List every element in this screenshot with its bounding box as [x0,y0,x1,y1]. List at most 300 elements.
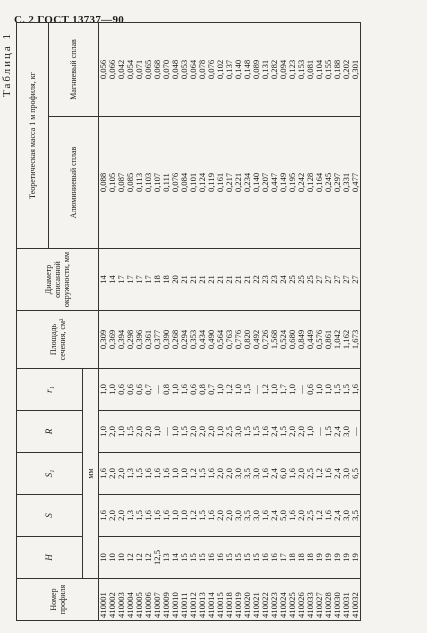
cell-r: 1,5 [279,411,288,453]
cell-s: 3,0 [234,495,243,537]
cell-s: 2,0 [225,495,234,537]
cell-r: — [351,411,361,453]
cell-s: 3,0 [252,495,261,537]
cell-r: 2,0 [135,411,144,453]
cell-area: 0,763 [225,311,234,369]
cell-s1: 1,5 [135,453,144,495]
table-row [351,23,361,621]
cell-mass-magnesium: 0,076 [207,23,216,117]
table-body [99,23,361,621]
cell-s1: 2,0 [297,453,306,495]
cell-h: 15 [180,537,189,579]
col-header-s: S [17,495,83,537]
table-row [216,23,225,621]
cell-s1: 2,0 [216,453,225,495]
cell-r: 1,5 [126,411,135,453]
cell-s1: 1,6 [144,453,153,495]
cell-profile-no: 410011 [180,579,189,621]
cell-profile-no: 410007 [153,579,162,621]
table-row [108,23,117,621]
table-row [189,23,198,621]
cell-mass-aluminum: 0,217 [225,117,234,249]
cell-area: 1,673 [351,311,361,369]
cell-s1: 1,6 [162,453,171,495]
cell-s: 2,4 [333,495,342,537]
cell-hole-diameter: 27 [342,249,351,311]
cell-mass-magnesium: 0,104 [315,23,324,117]
cell-r1: — [297,369,306,411]
cell-h: 12,5 [153,537,162,579]
cell-h: 10 [108,537,117,579]
cell-hole-diameter: 21 [207,249,216,311]
cell-s1: 1,5 [198,453,207,495]
cell-hole-diameter: 27 [315,249,324,311]
cell-area: 0,298 [126,311,135,369]
cell-mass-aluminum: 0,101 [189,117,198,249]
cell-s: 1,5 [198,495,207,537]
cell-s: 1,6 [144,495,153,537]
table-row [117,23,126,621]
cell-r: 1,0 [153,411,162,453]
cell-s1: 1,0 [171,453,180,495]
col-header-profile-no: Номер профиля [17,579,99,621]
cell-mass-aluminum: 0,111 [162,117,171,249]
cell-area: 1,162 [342,311,351,369]
col-header-aluminum: Алюминиевый сплав [49,117,99,249]
cell-r1: 1,6 [351,369,361,411]
cell-s1: 1,0 [180,453,189,495]
cell-profile-no: 410005 [135,579,144,621]
cell-mass-magnesium: 0,048 [171,23,180,117]
cell-h: 16 [261,537,270,579]
cell-s1: 2,5 [306,453,315,495]
table-row [144,23,153,621]
cell-mass-aluminum: 0,207 [261,117,270,249]
cell-r1: 1,2 [261,369,270,411]
cell-r: 1,0 [99,411,109,453]
cell-hole-diameter: 24 [279,249,288,311]
cell-area: 0,726 [261,311,270,369]
cell-s: 1,2 [189,495,198,537]
cell-profile-no: 410032 [351,579,361,621]
cell-mass-aluminum: 0,331 [342,117,351,249]
cell-r1: 1,0 [108,369,117,411]
table-row [315,23,324,621]
cell-mass-magnesium: 0,188 [333,23,342,117]
cell-r1: — [153,369,162,411]
cell-s1: 6,0 [279,453,288,495]
cell-r1: 1,0 [99,369,109,411]
cell-s: 2,0 [216,495,225,537]
cell-r: 2,4 [333,411,342,453]
cell-mass-magnesium: 0,065 [144,23,153,117]
cell-mass-magnesium: 0,153 [297,23,306,117]
cell-mass-aluminum: 0,088 [99,117,109,249]
cell-profile-no: 410009 [162,579,171,621]
cell-s: 2,0 [117,495,126,537]
cell-area: 0,353 [189,311,198,369]
cell-s1: 1,2 [189,453,198,495]
table-row [270,23,279,621]
cell-r: 1,0 [117,411,126,453]
cell-mass-aluminum: 0,128 [306,117,315,249]
cell-area: 0,396 [135,311,144,369]
cell-s: 2,5 [306,495,315,537]
cell-s1: 6,5 [351,453,361,495]
cell-profile-no: 410003 [117,579,126,621]
cell-s1: 3,5 [243,453,252,495]
cell-mass-magnesium: 0,064 [189,23,198,117]
table-row [171,23,180,621]
cell-s1: 2,0 [108,453,117,495]
cell-r1: 0,7 [207,369,216,411]
cell-mass-aluminum: 0,085 [126,117,135,249]
col-header-hole-diameter: Диаметр описанной окружности, мм [17,249,99,311]
cell-profile-no: 410021 [252,579,261,621]
cell-profile-no: 410013 [198,579,207,621]
cell-mass-magnesium: 0,053 [180,23,189,117]
cell-profile-no: 410025 [288,579,297,621]
cell-mass-magnesium: 0,068 [153,23,162,117]
cell-h: 16 [270,537,279,579]
cell-h: 15 [198,537,207,579]
cell-area: 0,449 [306,311,315,369]
cell-mass-magnesium: 0,078 [198,23,207,117]
cell-area: 0,434 [198,311,207,369]
cell-hole-diameter: 27 [333,249,342,311]
table-row [333,23,342,621]
cell-profile-no: 410006 [144,579,153,621]
cell-mass-aluminum: 0,076 [171,117,180,249]
cell-r: 1,0 [306,411,315,453]
cell-mass-magnesium: 0,071 [135,23,144,117]
cell-profile-no: 410001 [99,579,109,621]
cell-h: 15 [252,537,261,579]
cell-area: 0,361 [144,311,153,369]
cell-area: 1,568 [270,311,279,369]
cell-r: — [162,411,171,453]
cell-hole-diameter: 14 [108,249,117,311]
cell-h: 16 [216,537,225,579]
cell-h: 19 [324,537,333,579]
cell-h: 15 [189,537,198,579]
cell-r: 1,5 [324,411,333,453]
cell-h: 15 [234,537,243,579]
cell-profile-no: 410012 [189,579,198,621]
cell-r: 2,0 [198,411,207,453]
cell-r1: 1,5 [333,369,342,411]
cell-r1: 0,6 [135,369,144,411]
cell-r: 2,0 [144,411,153,453]
cell-mass-aluminum: 0,477 [351,117,361,249]
table-row [198,23,207,621]
cell-hole-diameter: 18 [153,249,162,311]
cell-r1: — [252,369,261,411]
table-row [306,23,315,621]
cell-mass-aluminum: 0,195 [288,117,297,249]
cell-r: 1,5 [180,411,189,453]
cell-hole-diameter: 27 [324,249,333,311]
cell-s: 1,5 [135,495,144,537]
cell-area: 0,524 [279,311,288,369]
cell-area: 0,849 [297,311,306,369]
cell-r1: 1,0 [171,369,180,411]
cell-h: 10 [117,537,126,579]
col-header-h: H [17,537,83,579]
table-row [135,23,144,621]
cell-mass-aluminum: 0,107 [153,117,162,249]
cell-h: 12 [135,537,144,579]
cell-hole-diameter: 21 [225,249,234,311]
profiles-table [16,22,361,621]
cell-mass-magnesium: 0,066 [108,23,117,117]
cell-profile-no: 410014 [207,579,216,621]
col-header-r: R [17,411,83,453]
cell-r: 3,0 [234,411,243,453]
cell-s: 5,0 [279,495,288,537]
cell-mass-magnesium: 0,089 [252,23,261,117]
cell-hole-diameter: 21 [234,249,243,311]
cell-r1: 1,0 [315,369,324,411]
cell-r1: 0,6 [126,369,135,411]
cell-h: 13 [162,537,171,579]
cell-hole-diameter: 17 [126,249,135,311]
cell-mass-magnesium: 0,148 [243,23,252,117]
cell-r: 2,0 [288,411,297,453]
cell-hole-diameter: 23 [261,249,270,311]
cell-s1: 1,6 [153,453,162,495]
cell-profile-no: 410015 [216,579,225,621]
cell-s1: 2,4 [270,453,279,495]
cell-area: 0,564 [216,311,225,369]
cell-hole-diameter: 21 [243,249,252,311]
cell-s: 1,2 [315,495,324,537]
col-header-area: Площадь сечения, см² [17,311,99,369]
cell-area: 0,820 [243,311,252,369]
col-header-mass-group: Теоретическая масса 1 м профиля, кг [17,23,49,249]
cell-r1: 1,0 [270,369,279,411]
table-row [252,23,261,621]
cell-h: 15 [243,537,252,579]
cell-h: 16 [207,537,216,579]
cell-area: 0,390 [162,311,171,369]
cell-s: 1,6 [153,495,162,537]
cell-profile-no: 410033 [306,579,315,621]
cell-area: 0,309 [99,311,109,369]
table-row [261,23,270,621]
cell-s: 3,5 [351,495,361,537]
cell-mass-magnesium: 0,070 [162,23,171,117]
cell-s1: 1,3 [126,453,135,495]
cell-hole-diameter: 21 [216,249,225,311]
cell-h: 12 [144,537,153,579]
table-row [297,23,306,621]
cell-mass-magnesium: 0,202 [342,23,351,117]
cell-mass-magnesium: 0,094 [279,23,288,117]
table-row [126,23,135,621]
cell-r: 2,0 [189,411,198,453]
cell-s: 3,5 [243,495,252,537]
cell-profile-no: 410023 [270,579,279,621]
cell-profile-no: 410004 [126,579,135,621]
cell-mass-aluminum: 0,161 [216,117,225,249]
cell-r1: 1,0 [288,369,297,411]
cell-r: 1,5 [252,411,261,453]
cell-area: 0,268 [171,311,180,369]
cell-area: 0,377 [153,311,162,369]
col-header-units: мм [83,369,99,579]
table-row [288,23,297,621]
table-row [162,23,171,621]
cell-hole-diameter: 14 [99,249,109,311]
table-row [99,23,109,621]
cell-hole-diameter: 17 [117,249,126,311]
cell-s1: 2,0 [117,453,126,495]
cell-mass-magnesium: 0,131 [261,23,270,117]
cell-mass-magnesium: 0,056 [99,23,109,117]
cell-s: 2,0 [108,495,117,537]
cell-s: 1,6 [162,495,171,537]
cell-s1: 3,0 [342,453,351,495]
cell-hole-diameter: 21 [198,249,207,311]
table-row [279,23,288,621]
cell-r1: 0,6 [306,369,315,411]
cell-mass-aluminum: 0,164 [315,117,324,249]
cell-s: 1,6 [324,495,333,537]
cell-hole-diameter: 25 [288,249,297,311]
cell-hole-diameter: 23 [270,249,279,311]
cell-r1: 0,8 [198,369,207,411]
cell-s: 1,6 [288,495,297,537]
cell-h: 19 [342,537,351,579]
cell-mass-aluminum: 0,140 [252,117,261,249]
cell-mass-aluminum: 0,084 [180,117,189,249]
cell-profile-no: 410018 [225,579,234,621]
cell-r1: 1,5 [342,369,351,411]
cell-r: 2,5 [225,411,234,453]
cell-s: 1,6 [261,495,270,537]
cell-s: 1,0 [180,495,189,537]
cell-profile-no: 410027 [315,579,324,621]
cell-h: 18 [306,537,315,579]
table-row [207,23,216,621]
cell-hole-diameter: 18 [162,249,171,311]
cell-mass-aluminum: 0,447 [270,117,279,249]
cell-h: 19 [333,537,342,579]
cell-mass-magnesium: 0,137 [225,23,234,117]
cell-mass-aluminum: 0,087 [117,117,126,249]
cell-hole-diameter: 17 [135,249,144,311]
table-title: Таблица 1 [1,31,13,97]
cell-profile-no: 410022 [261,579,270,621]
cell-r: 3,0 [342,411,351,453]
cell-r: 1,6 [261,411,270,453]
cell-h: 18 [288,537,297,579]
table-row [342,23,351,621]
cell-h: 17 [279,537,288,579]
cell-mass-aluminum: 0,221 [234,117,243,249]
cell-s1: 3,0 [252,453,261,495]
cell-mass-magnesium: 0,301 [351,23,361,117]
cell-r1: 0,6 [189,369,198,411]
table-row [153,23,162,621]
cell-r1: 0,8 [162,369,171,411]
cell-profile-no: 410028 [324,579,333,621]
cell-h: 12 [126,537,135,579]
cell-r1: 1,5 [243,369,252,411]
cell-s1: 2,4 [333,453,342,495]
cell-area: 0,490 [207,311,216,369]
cell-s1: 1,6 [324,453,333,495]
cell-h: 18 [297,537,306,579]
cell-mass-magnesium: 0,123 [288,23,297,117]
cell-mass-magnesium: 0,042 [117,23,126,117]
cell-mass-aluminum: 0,245 [324,117,333,249]
cell-profile-no: 410002 [108,579,117,621]
cell-hole-diameter: 17 [144,249,153,311]
cell-mass-aluminum: 0,119 [207,117,216,249]
cell-r1: 0,7 [144,369,153,411]
cell-r: 2,4 [270,411,279,453]
cell-s1: 1,6 [261,453,270,495]
cell-mass-aluminum: 0,124 [198,117,207,249]
cell-r: 2,0 [207,411,216,453]
cell-s1: 1,6 [99,453,109,495]
table-row [324,23,333,621]
cell-area: 0,492 [252,311,261,369]
cell-s: 2,4 [270,495,279,537]
table-row [180,23,189,621]
cell-s1: 3,0 [234,453,243,495]
cell-r1: 1,7 [279,369,288,411]
cell-r1: 1,0 [216,369,225,411]
cell-mass-aluminum: 0,297 [333,117,342,249]
table-row [234,23,243,621]
cell-area: 0,369 [108,311,117,369]
cell-r1: 1,2 [225,369,234,411]
cell-r: — [315,411,324,453]
cell-mass-aluminum: 0,234 [243,117,252,249]
cell-hole-diameter: 25 [306,249,315,311]
cell-mass-aluminum: 0,103 [144,117,153,249]
cell-profile-no: 410020 [243,579,252,621]
cell-hole-diameter: 21 [189,249,198,311]
cell-mass-aluminum: 0,149 [279,117,288,249]
cell-mass-magnesium: 0,155 [324,23,333,117]
col-header-s1: S₁ [17,453,83,495]
cell-s: 1,0 [171,495,180,537]
cell-h: 19 [351,537,361,579]
cell-area: 1,042 [333,311,342,369]
page-header: С. 2 ГОСТ 13737—90 [14,14,125,26]
cell-hole-diameter: 21 [180,249,189,311]
cell-mass-magnesium: 0,102 [216,23,225,117]
cell-mass-magnesium: 0,054 [126,23,135,117]
cell-mass-magnesium: 0,081 [306,23,315,117]
cell-s: 1,6 [207,495,216,537]
cell-mass-aluminum: 0,113 [135,117,144,249]
cell-r: 1,0 [171,411,180,453]
cell-area: 0,680 [288,311,297,369]
cell-profile-no: 410010 [171,579,180,621]
cell-hole-diameter: 20 [171,249,180,311]
cell-area: 0,294 [180,311,189,369]
cell-r1: 0,6 [117,369,126,411]
table-row [243,23,252,621]
cell-profile-no: 410030 [333,579,342,621]
cell-area: 0,776 [234,311,243,369]
cell-h: 19 [315,537,324,579]
